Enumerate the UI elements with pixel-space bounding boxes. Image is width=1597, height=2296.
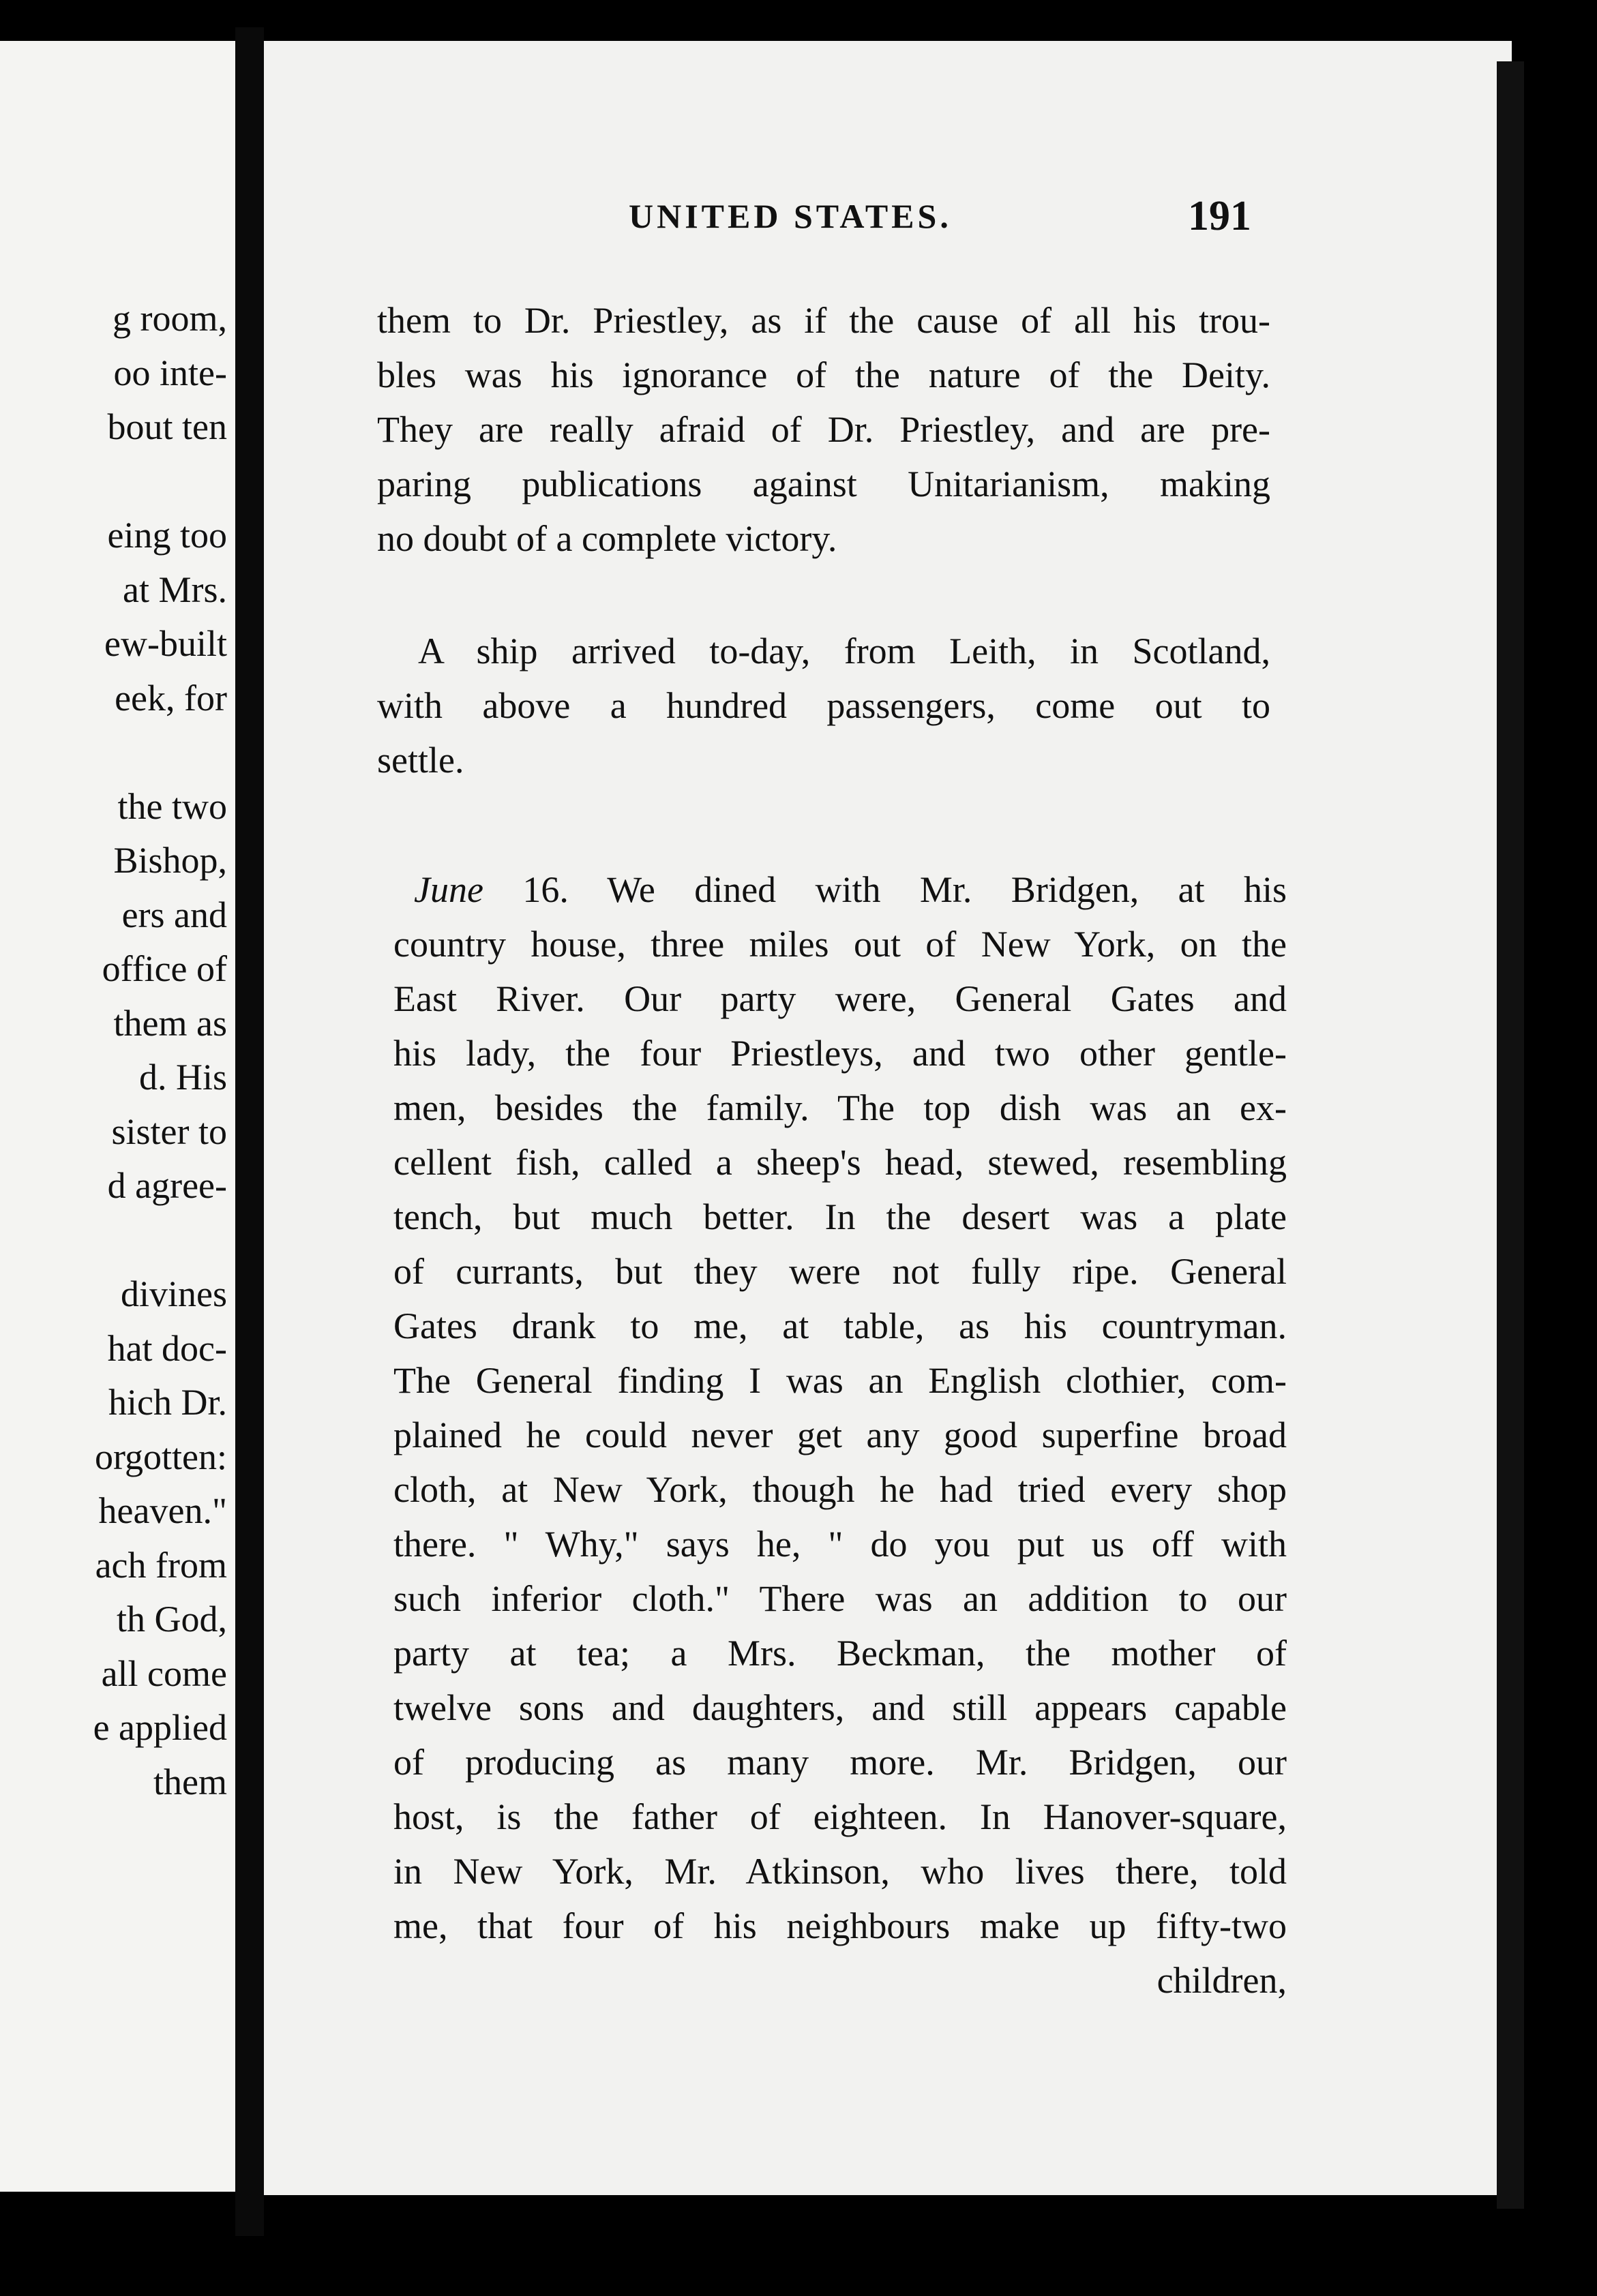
- text-line: cellent fish, called a sheep's head, stewed, resembling: [393, 1142, 1287, 1183]
- text-line: of producing as many more. Mr. Bridgen, our: [393, 1742, 1287, 1783]
- left-page-line: orgotten:: [95, 1436, 227, 1477]
- left-page-line: them as: [113, 1002, 227, 1044]
- left-page-line: ach from: [95, 1544, 227, 1586]
- text-line: paring publications against Unitarianism, making: [377, 464, 1270, 504]
- text-line: there. " Why," says he, " do you put us off with: [393, 1524, 1287, 1565]
- text-line: A ship arrived to-day, from Leith, in Scotland,: [418, 631, 1270, 671]
- left-page-line: e applied: [93, 1707, 227, 1748]
- left-page-line: ew-built: [104, 623, 227, 664]
- catchword: children,: [1156, 1960, 1287, 2001]
- left-page-line: heaven.": [98, 1490, 227, 1531]
- text-line: men, besides the family. The top dish was an ex-: [393, 1087, 1287, 1128]
- text-line: with above a hundred passengers, come out to: [377, 685, 1270, 726]
- entry-first-line: 16. We dined with Mr. Bridgen, at his: [522, 869, 1287, 910]
- text-line: They are really afraid of Dr. Priestley, and are pre-: [377, 409, 1270, 450]
- text-line: [414, 862, 1287, 917]
- page-number: 191: [1188, 193, 1251, 239]
- left-page-line: d. His: [138, 1057, 227, 1098]
- text-line: in New York, Mr. Atkinson, who lives there, told: [393, 1851, 1287, 1892]
- left-page-line: hat doc-: [107, 1327, 227, 1369]
- text-line: East River. Our party were, General Gates and: [393, 978, 1287, 1019]
- page-right-edge: [1497, 61, 1524, 2209]
- text-line: such inferior cloth." There was an addition to our: [393, 1578, 1287, 1619]
- text-line: no doubt of a complete victory.: [377, 518, 837, 559]
- text-line: host, is the father of eighteen. In Hanover-square,: [393, 1796, 1287, 1837]
- text-line: The General finding I was an English clothier, com-: [393, 1360, 1287, 1401]
- text-line: his lady, the four Priestleys, and two other gentle-: [393, 1033, 1287, 1074]
- left-page-line: sister to: [111, 1111, 227, 1152]
- left-page-line: d agree-: [107, 1165, 227, 1206]
- left-page-line: divines: [121, 1273, 227, 1314]
- left-page-line: them: [153, 1761, 227, 1802]
- left-page-line: bout ten: [107, 406, 227, 447]
- left-page-line: th God,: [117, 1599, 227, 1640]
- book-gutter: [235, 27, 264, 2236]
- text-line: bles was his ignorance of the nature of the Deity.: [377, 354, 1270, 395]
- running-head-title: UNITED STATES.: [629, 197, 952, 235]
- left-page-line: at Mrs.: [123, 569, 227, 610]
- left-page-line: oo inte-: [113, 352, 227, 393]
- entry-date: June: [414, 869, 483, 910]
- left-page-line: eek, for: [115, 677, 227, 719]
- left-page-line: Bishop,: [113, 840, 227, 881]
- main-page: [264, 41, 1512, 2195]
- left-page-line: all come: [101, 1652, 227, 1694]
- text-line: them to Dr. Priestley, as if the cause of all his trou-: [377, 300, 1270, 341]
- text-line: party at tea; a Mrs. Beckman, the mother of: [393, 1633, 1287, 1674]
- text-line: plained he could never get any good superfine broad: [393, 1415, 1287, 1455]
- left-page-line: the two: [117, 785, 227, 827]
- text-line: Gates drank to me, at table, as his countryman.: [393, 1305, 1287, 1346]
- left-page-fragment: [0, 41, 239, 2192]
- text-line: twelve sons and daughters, and still appears capable: [393, 1687, 1287, 1728]
- left-page-line: ers and: [121, 894, 227, 935]
- text-line: me, that four of his neighbours make up fifty-two: [393, 1905, 1287, 1946]
- left-page-line: eing too: [107, 515, 227, 556]
- text-line: settle.: [377, 740, 464, 781]
- running-head: [264, 193, 1512, 251]
- left-page-line: hich Dr.: [108, 1382, 227, 1423]
- left-page-line: g room,: [113, 298, 227, 339]
- text-line: of currants, but they were not fully ripe. General: [393, 1251, 1287, 1292]
- text-line: country house, three miles out of New York, on the: [393, 924, 1287, 965]
- text-line: cloth, at New York, though he had tried every shop: [393, 1469, 1287, 1510]
- left-page-line: office of: [102, 948, 227, 989]
- text-line: tench, but much better. In the desert was a plate: [393, 1196, 1287, 1237]
